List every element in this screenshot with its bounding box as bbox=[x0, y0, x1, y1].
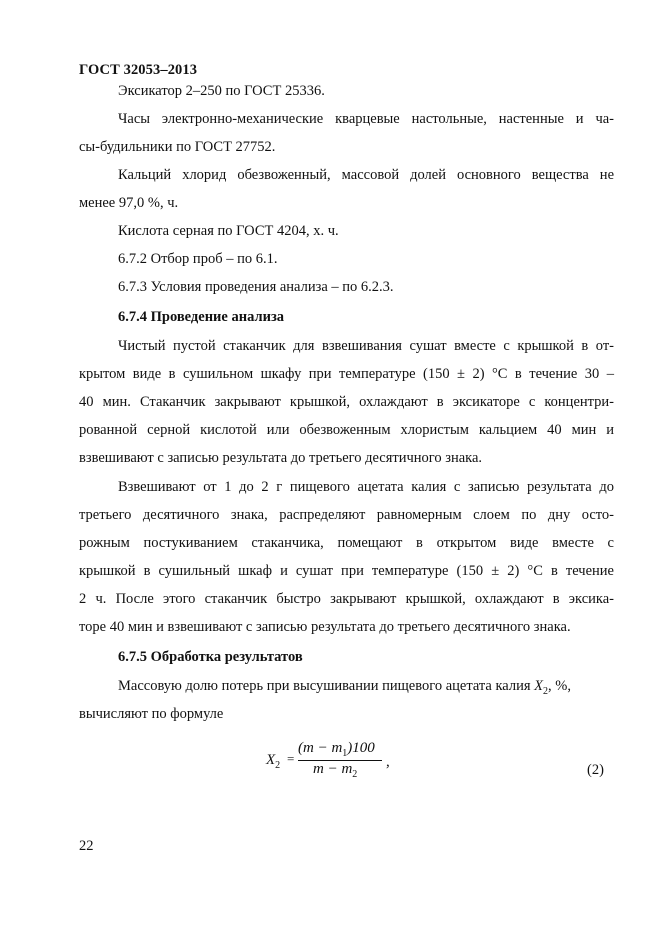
page-number: 22 bbox=[79, 838, 94, 854]
text-line: 6.7.2 Отбор проб – по 6.1. bbox=[118, 251, 278, 267]
text-span: , %, bbox=[548, 678, 571, 694]
section-heading: 6.7.5 Обработка результатов bbox=[118, 649, 303, 665]
text-line: рожным постукиванием стаканчика, помещают в открытом виде вместе с bbox=[79, 535, 614, 551]
formula-equals: = bbox=[287, 751, 295, 766]
formula bbox=[266, 736, 406, 796]
standard-header: ГОСТ 32053–2013 bbox=[79, 62, 198, 78]
text-line: рованной серной кислотой или обезвоженным хлористым кальцием 40 мин и bbox=[79, 422, 614, 438]
formula-denominator: $m - m_2$ bbox=[313, 761, 358, 780]
text-line: Часы электронно-механические кварцевые настольные, настенные и ча- bbox=[118, 111, 614, 127]
text-line: Чистый пустой стаканчик для взвешивания сушат вместе с крышкой в от- bbox=[118, 338, 614, 354]
formula-comma: , bbox=[386, 754, 390, 770]
variable: X bbox=[534, 678, 544, 694]
formula-lhs: $X_2$ bbox=[266, 752, 281, 771]
text-line: Кислота серная по ГОСТ 4204, х. ч. bbox=[118, 223, 339, 239]
text-line: крытом виде в сушильном шкафу при температуре (150 ± 2) °С в течение 30 – bbox=[79, 366, 614, 382]
formula-numerator: $(m - m_1)100$ bbox=[298, 740, 375, 759]
text-line bbox=[118, 677, 571, 701]
text-line: Взвешивают от 1 до 2 г пищевого ацетата калия с записью результата до bbox=[118, 479, 614, 495]
text-line: третьего десятичного знака, распределяют равномерным слоем по дну осто- bbox=[79, 507, 614, 523]
text-line: сы-будильники по ГОСТ 27752. bbox=[79, 139, 276, 155]
text-line: торе 40 мин и взвешивают с записью результата до третьего десятичного знака. bbox=[79, 619, 571, 635]
section-heading: 6.7.4 Проведение анализа bbox=[118, 309, 285, 325]
text-line: вычисляют по формуле bbox=[79, 706, 224, 722]
text-line: Эксикатор 2–250 по ГОСТ 25336. bbox=[118, 83, 325, 99]
text-line: взвешивают с записью результата до третьего десятичного знака. bbox=[79, 450, 483, 466]
text-line: 6.7.3 Условия проведения анализа – по 6.2.3. bbox=[118, 279, 394, 295]
variable-subscript: 2 bbox=[543, 685, 549, 697]
text-line: менее 97,0 %, ч. bbox=[79, 195, 179, 211]
text-line: 2 ч. После этого стаканчик быстро закрывают крышкой, охлаждают в эксика- bbox=[79, 591, 614, 607]
text-line: Кальций хлорид обезвоженный, массовой долей основного вещества не bbox=[118, 167, 614, 183]
text-line: крышкой в сушильный шкаф и сушат при температуре (150 ± 2) °С в течение bbox=[79, 563, 614, 579]
equation-number: (2) bbox=[587, 762, 604, 778]
text-line: 40 мин. Стаканчик закрывают крышкой, охлаждают в эксикаторе с концентри- bbox=[79, 394, 614, 410]
text-span: Массовую долю потерь при высушивании пищевого ацетата калия bbox=[118, 678, 531, 694]
